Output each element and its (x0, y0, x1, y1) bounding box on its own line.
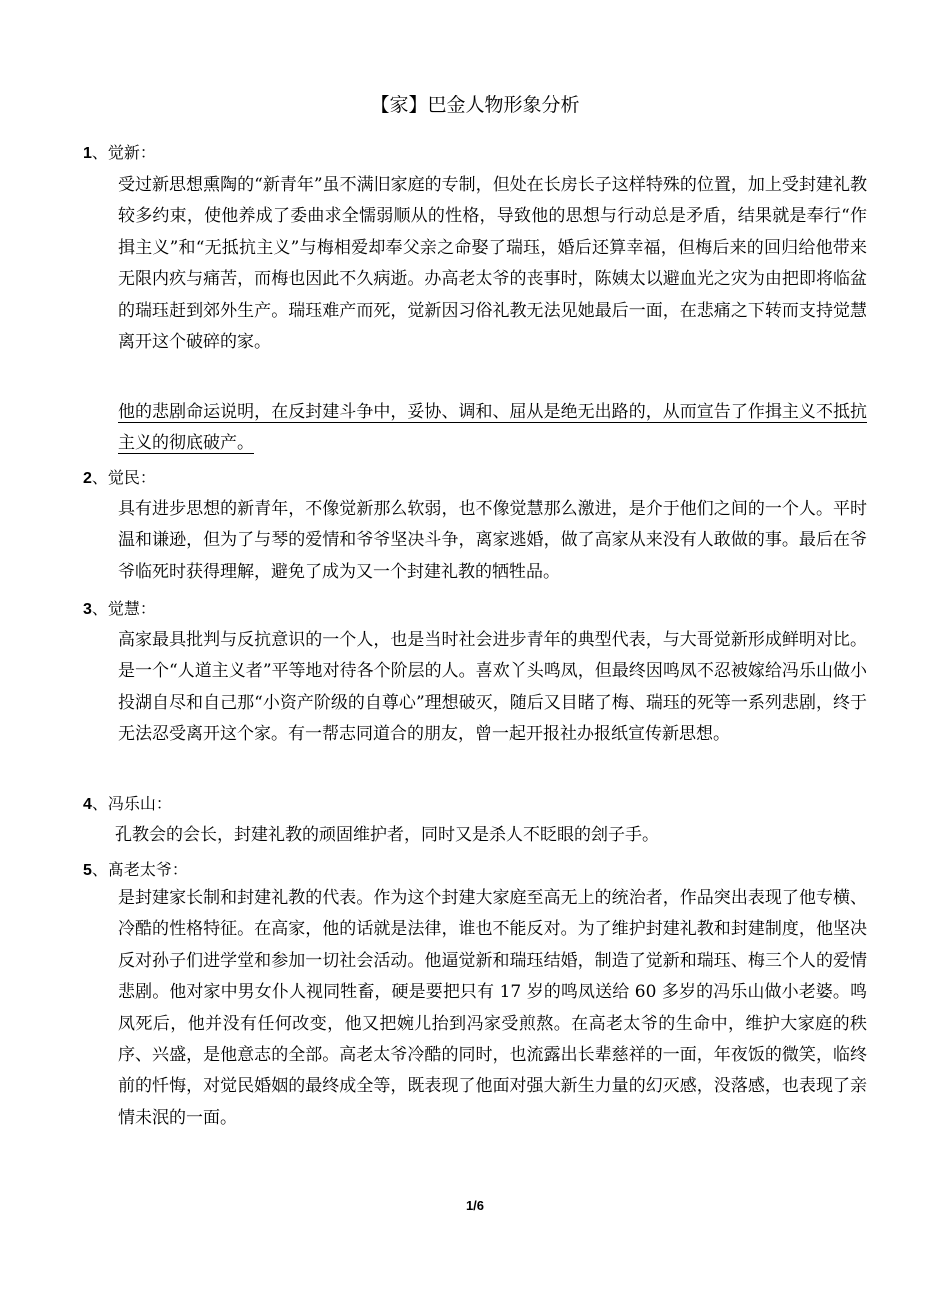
section-name: 觉民： (107, 468, 156, 487)
section-paragraph: 高家最具批判与反抗意识的一个人，也是当时社会进步青年的典型代表，与大哥觉新形成鲜明对比。是一个“人道主义者”平等地对待各个阶层的人。喜欢丫头鸣凤，但最终因鸣凤不忍被嫁给冯乐山做小投湖自尽和自己那“小资产阶级的自尊心”理想破灭，随后又目睹了梅、瑞珏的死等一系列悲剧，终于无法忍受离开这个家。有一帮志同道合的朋友，曾一起开报社办报纸宣传新思想。 (118, 630, 867, 745)
section-number: 4 (83, 796, 92, 813)
section-separator: 、 (91, 599, 108, 618)
section-heading-4 (83, 792, 172, 817)
section-separator: 、 (91, 860, 108, 879)
section-paragraph: 受过新思想熏陶的“新青年”虽不满旧家庭的专制，但处在长房长子这样特殊的位置，加上受封建礼教较多约束，使他养成了委曲求全懦弱顺从的性格，导致他的思想与行动总是矛盾，结果就是奉行“作揖主义”和“无抵抗主义”与梅相爱却奉父亲之命娶了瑞珏，婚后还算幸福，但梅后来的回归给他带来无限内疚与痛苦，而梅也因此不久病逝。办高老太爷的丧事时，陈姨太以避血光之灾为由把即将临盆的瑞珏赶到郊外生产。瑞珏难产而死，觉新因习俗礼教无法见她最后一面，在悲痛之下转而支持觉慧离开这个破碎的家。 (118, 175, 867, 353)
section-name: 觉慧： (107, 599, 156, 618)
section-separator: 、 (91, 794, 108, 813)
section-heading-2 (83, 466, 156, 491)
section-heading-1 (83, 141, 156, 166)
section-paragraph: 孔教会的会长，封建礼教的顽固维护者，同时又是杀人不眨眼的刽子手。 (115, 825, 659, 845)
section-name: 觉新： (107, 143, 156, 162)
section-heading-5 (83, 858, 188, 883)
section-paragraph: 是封建家长制和封建礼教的代表。作为这个封建大家庭至高无上的统治者，作品突出表现了他专横、冷酷的性格特征。在高家，他的话就是法律，谁也不能反对。为了维护封建礼教和封建制度，他坚决反对孙子们进学堂和参加一切社会活动。他逼觉新和瑞珏结婚，制造了觉新和瑞珏、梅三个人的爱情悲剧。他对家中男女仆人视同牲畜，硬是要把只有 17 岁的鸣凤送给 60 多岁的冯乐山做小老婆。鸣凤死后，他并没有任何改变，他又把婉儿抬到冯家受煎熬。在高老太爷的生命中，维护大家庭的秩序、兴盛，是他意志的全部。高老太爷冷酷的同时，也流露出长辈慈祥的一面，年夜饭的微笑，临终前的忏悔，对觉民婚姻的最终成全等，既表现了他面对强大新生力量的幻灭感，没落感，也表现了亲情未泯的一面。 (118, 888, 867, 1128)
section-heading-3 (83, 597, 156, 622)
section-number: 2 (83, 470, 92, 487)
section-name: 髙老太爷： (107, 860, 188, 879)
section-paragraph: 具有进步思想的新青年，不像觉新那么软弱，也不像觉慧那么激进，是介于他们之间的一个人。平时温和谦逊，但为了与琴的爱情和爷爷坚决斗争，离家逃婚，做了高家从来没有人敢做的事。最后在爷爷临死时获得理解，避免了成为又一个封建礼教的牺牲品。 (118, 499, 867, 582)
section-separator: 、 (91, 143, 108, 162)
section-separator: 、 (91, 468, 108, 487)
section-name: 冯乐山： (107, 794, 172, 813)
section-number: 3 (83, 601, 92, 618)
section-number: 5 (83, 862, 92, 879)
section-number: 1 (83, 145, 92, 162)
document-title: 【家】巴金人物形象分析 (370, 94, 580, 116)
section-paragraph-underlined: 他的悲剧命运说明，在反封建斗争中，妥协、调和、屈从是绝无出路的，从而宣告了作揖主义不抵抗主义的彻底破产。 (118, 402, 867, 454)
page-number: 1/6 (465, 1198, 485, 1213)
